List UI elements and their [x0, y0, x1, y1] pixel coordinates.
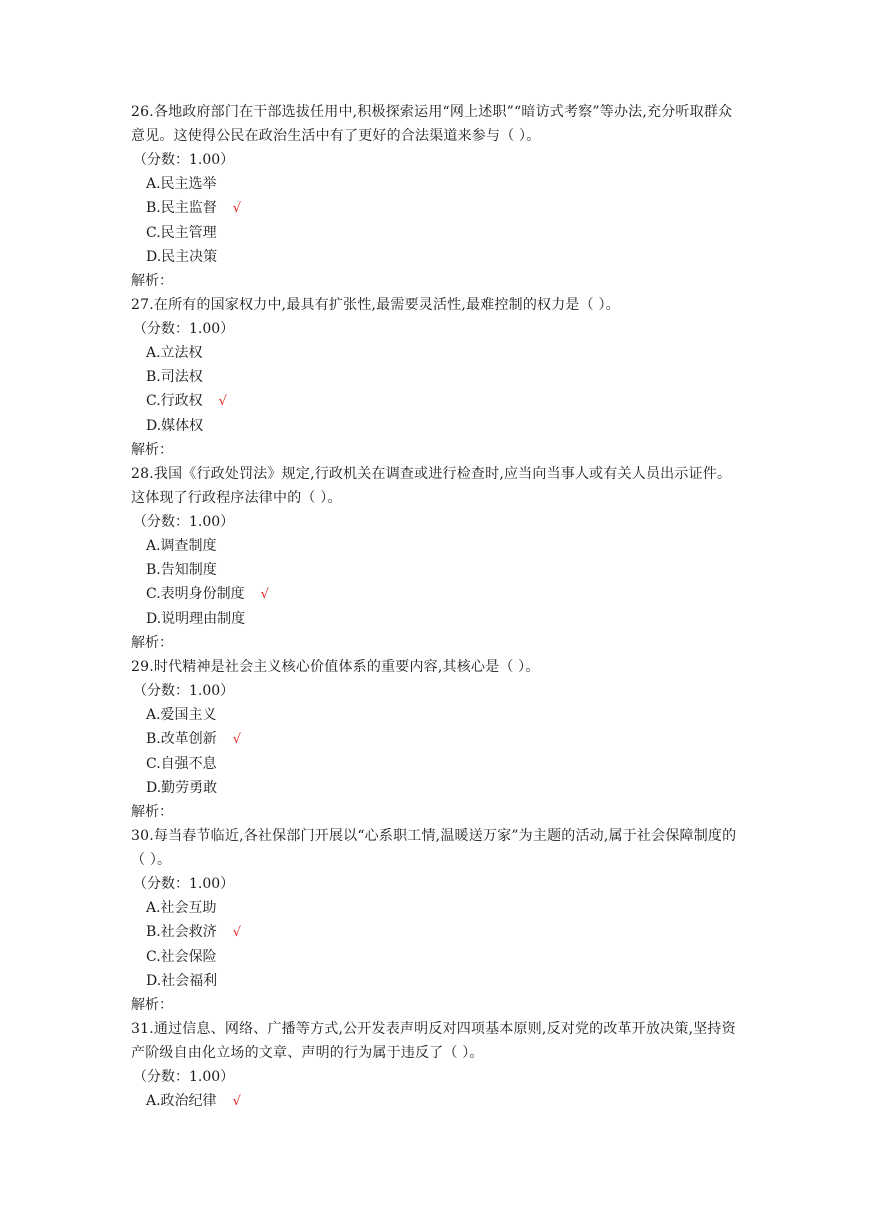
option-label: B.民主监督: [146, 200, 217, 216]
option-a: [131, 534, 743, 558]
option-b: [131, 558, 743, 582]
analysis-label: 解析：: [131, 997, 173, 1013]
correct-answer-checkmark-icon: √: [232, 925, 242, 940]
option-list: [131, 1089, 743, 1114]
question-31: [131, 1017, 743, 1114]
option-label: D.社会福利: [146, 973, 218, 989]
question-stem: 26.各地政府部门在干部选拔任用中,积极探索运用“网上述职”“暗访式考察”等办法,充分听取群众意见。这使得公民在政治生活中有了更好的合法渠道来参与（ ）。: [131, 104, 733, 144]
option-d: [131, 969, 743, 993]
correct-answer-checkmark-icon: √: [218, 394, 227, 409]
option-label: C.社会保险: [146, 949, 217, 965]
question-stem: 30.每当春节临近,各社保部门开展以“心系职工情,温暖送万家”为主题的活动,属于社会保障制度的（ ）。: [131, 828, 737, 868]
option-label: C.行政权: [146, 393, 203, 409]
option-c: [131, 221, 743, 245]
option-label: D.勤劳勇敢: [146, 780, 218, 796]
question-score: （分数：1.00）: [133, 152, 235, 168]
option-c: [131, 582, 743, 607]
option-list: [131, 341, 743, 438]
option-label: B.社会救济: [146, 924, 217, 940]
option-label: A.立法权: [146, 345, 203, 361]
analysis-label: 解析：: [131, 804, 173, 820]
option-c: [131, 752, 743, 776]
question-score: （分数：1.00）: [133, 683, 235, 699]
question-stem: 31.通过信息、网络、广播等方式,公开发表声明反对四项基本原则,反对党的改革开放决策,坚持资产阶级自由化立场的文章、声明的行为属于违反了（ ）。: [131, 1021, 736, 1061]
question-score: （分数：1.00）: [133, 321, 235, 337]
analysis-label: 解析：: [131, 442, 173, 458]
option-label: C.表明身份制度: [146, 586, 245, 602]
exam-page: [131, 100, 743, 1114]
option-c: [131, 389, 743, 414]
option-d: [131, 414, 743, 438]
option-b: [131, 196, 743, 221]
option-a: [131, 172, 743, 196]
option-label: D.媒体权: [146, 418, 204, 434]
option-d: [131, 245, 743, 269]
option-label: A.政治纪律: [146, 1093, 217, 1109]
option-list: [131, 172, 743, 269]
analysis-label: 解析：: [131, 273, 173, 289]
question-stem: 29.时代精神是社会主义核心价值体系的重要内容,其核心是（ ）。: [131, 659, 540, 675]
option-label: C.自强不息: [146, 756, 217, 772]
option-label: C.民主管理: [146, 225, 217, 241]
option-label: B.告知制度: [146, 562, 217, 578]
option-b: [131, 727, 743, 752]
question-30: [131, 824, 743, 1017]
option-list: [131, 534, 743, 631]
correct-answer-checkmark-icon: √: [232, 732, 242, 747]
option-a: [131, 896, 743, 920]
option-list: [131, 896, 743, 993]
question-score: （分数：1.00）: [133, 876, 235, 892]
option-a: [131, 703, 743, 727]
option-c: [131, 945, 743, 969]
option-label: A.爱国主义: [146, 707, 217, 723]
option-label: D.说明理由制度: [146, 611, 246, 627]
option-label: A.社会互助: [146, 900, 217, 916]
option-list: [131, 703, 743, 800]
correct-answer-checkmark-icon: √: [232, 201, 242, 216]
option-label: A.民主选举: [146, 176, 217, 192]
option-a: [131, 1089, 743, 1114]
correct-answer-checkmark-icon: √: [232, 1094, 241, 1109]
question-stem: 27.在所有的国家权力中,最具有扩张性,最需要灵活性,最难控制的权力是（ ）。: [131, 297, 620, 313]
option-b: [131, 365, 743, 389]
question-26: [131, 100, 743, 293]
question-stem: 28.我国《行政处罚法》规定,行政机关在调查或进行检查时,应当向当事人或有关人员出示证件。这体现了行政程序法律中的（ ）。: [131, 466, 732, 506]
question-28: [131, 462, 743, 655]
correct-answer-checkmark-icon: √: [260, 587, 269, 602]
analysis-label: 解析：: [131, 635, 173, 651]
question-score: （分数：1.00）: [133, 514, 235, 530]
question-score: （分数：1.00）: [133, 1069, 235, 1085]
question-27: [131, 293, 743, 462]
option-label: B.改革创新: [146, 731, 217, 747]
option-label: D.民主决策: [146, 249, 218, 265]
question-29: [131, 655, 743, 824]
option-label: A.调查制度: [146, 538, 217, 554]
option-b: [131, 920, 743, 945]
option-d: [131, 776, 743, 800]
option-a: [131, 341, 743, 365]
option-label: B.司法权: [146, 369, 203, 385]
option-d: [131, 607, 743, 631]
